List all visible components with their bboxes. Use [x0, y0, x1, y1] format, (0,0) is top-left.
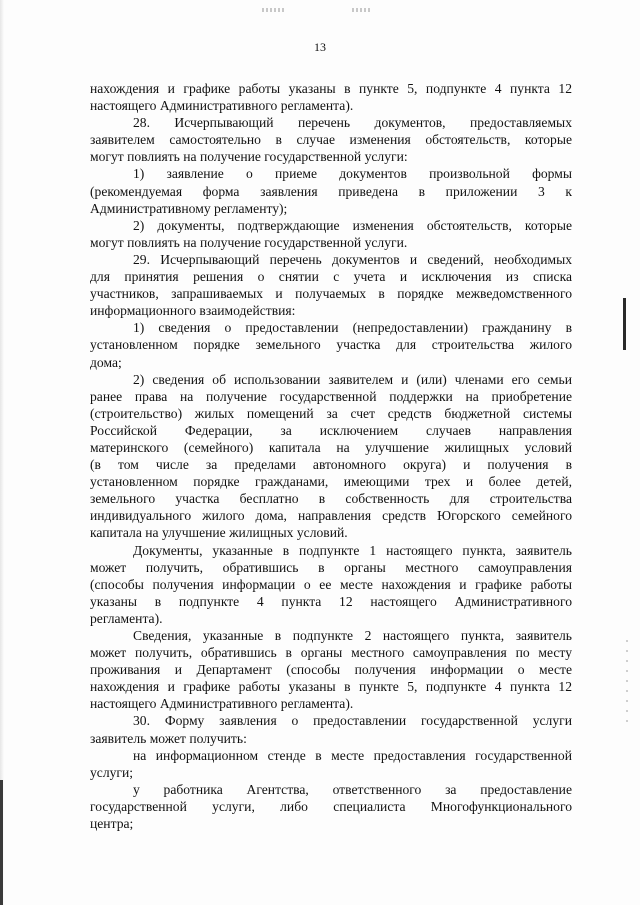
text-line: (строительство) жилых помещений за счет средств бюджетной системы	[90, 405, 572, 421]
text-line: может получить, обратившись в органы местного самоуправления по месту	[90, 645, 572, 661]
text-line: земельного участка бесплатно в собственность для строительства	[90, 491, 572, 507]
text-line: 1) заявление о приеме документов произвольной формы	[133, 166, 572, 182]
text-line: заявитель может получить:	[90, 730, 247, 746]
text-line: Сведения, указанные в подпункте 2 настоящего пункта, заявитель	[133, 628, 572, 643]
text-line: 2) документы, подтверждающие изменения обстоятельств, которые	[133, 217, 572, 233]
text-line: регламента).	[90, 610, 163, 626]
scan-edge-mark	[623, 298, 626, 350]
page-number: 13	[314, 40, 326, 54]
text-line: Документы, указанные в подпункте 1 настоящего пункта, заявитель	[133, 542, 572, 558]
text-line: услуги;	[90, 764, 134, 780]
text-line: участников, запрашиваемых и получаемых в порядке межведомственного	[90, 286, 572, 302]
text-line: настоящего Административного регламента).	[90, 696, 354, 712]
text-line: установленном порядке земельного участка для строительства жилого	[90, 337, 572, 353]
text-line: Российской Федерации, за исключением случаев направления	[90, 422, 572, 438]
text-line: нахождения и графике работы указаны в пункте 5, подпункте 4 пункта 12	[90, 679, 572, 695]
text-line: 30. Форму заявления о предоставлении государственной услуги	[133, 713, 572, 729]
text-line: у работника Агентства, ответственного за предоставление	[133, 781, 572, 797]
text-line: заявителем самостоятельно в случае изменения обстоятельств, которые	[90, 132, 572, 148]
text-line: нахождения и графике работы указаны в пункте 5, подпункте 4 пункта 12	[90, 81, 572, 96]
text-line: Административному регламенту);	[90, 200, 288, 216]
text-line: 29. Исчерпывающий перечень документов и сведений, необходимых	[133, 251, 572, 267]
text-line: (способы получения информации о ее месте нахождения и графике работы	[90, 576, 572, 592]
text-line: указаны в подпункте 4 пункта 12 настоящего Административного	[90, 593, 572, 609]
text-line: могут повлиять на получение государственной услуги:	[90, 149, 408, 165]
text-line: дома;	[90, 354, 122, 370]
text-line: 2) сведения об использовании заявителем и (или) членами его семьи	[133, 371, 572, 387]
text-line: центра;	[90, 816, 134, 832]
scan-artifact-top-left	[262, 8, 284, 12]
text-line: 1) сведения о предоставлении (непредоставлении) гражданину в	[133, 320, 572, 336]
text-line: 28. Исчерпывающий перечень документов, предоставляемых	[133, 115, 572, 131]
text-line: информационного взаимодействия:	[90, 303, 296, 319]
text-line: (в том числе за пределами автономного округа) и получения в	[90, 457, 572, 473]
text-line: капитала на улучшение жилищных условий.	[90, 525, 348, 541]
text-line: установленном порядке гражданами, имеющими трех и более детей,	[90, 474, 572, 490]
scan-artifact-top-right	[352, 8, 372, 12]
text-line: индивидуального жилого дома, направления средств Югорского семейного	[90, 508, 572, 524]
text-line: проживания и Департамент (способы получения информации о месте	[90, 662, 572, 678]
scan-left-edge-mark	[0, 780, 3, 905]
text-line: настоящего Административного регламента).	[90, 98, 354, 114]
text-line: могут повлиять на получение государственной услуги.	[90, 234, 408, 250]
text-line: государственной услуги, либо специалиста Многофункционального	[90, 798, 572, 814]
text-line: на информационном стенде в месте предоставления государственной	[133, 747, 572, 763]
text-line: (рекомендуемая форма заявления приведена в приложении 3 к	[90, 183, 572, 199]
text-line: для принятия решения о снятии с учета и исключения из списка	[90, 269, 572, 285]
scan-edge-dots	[626, 640, 628, 730]
text-line: может получить, обратившись в органы местного самоуправления	[90, 559, 572, 575]
scan-left-edge-shadow	[0, 0, 4, 905]
text-line: материнского (семейного) капитала на улучшение жилищных условий	[90, 439, 572, 455]
document-body	[90, 80, 572, 832]
text-line: ранее права на получение государственной поддержки на приобретение	[90, 388, 572, 404]
